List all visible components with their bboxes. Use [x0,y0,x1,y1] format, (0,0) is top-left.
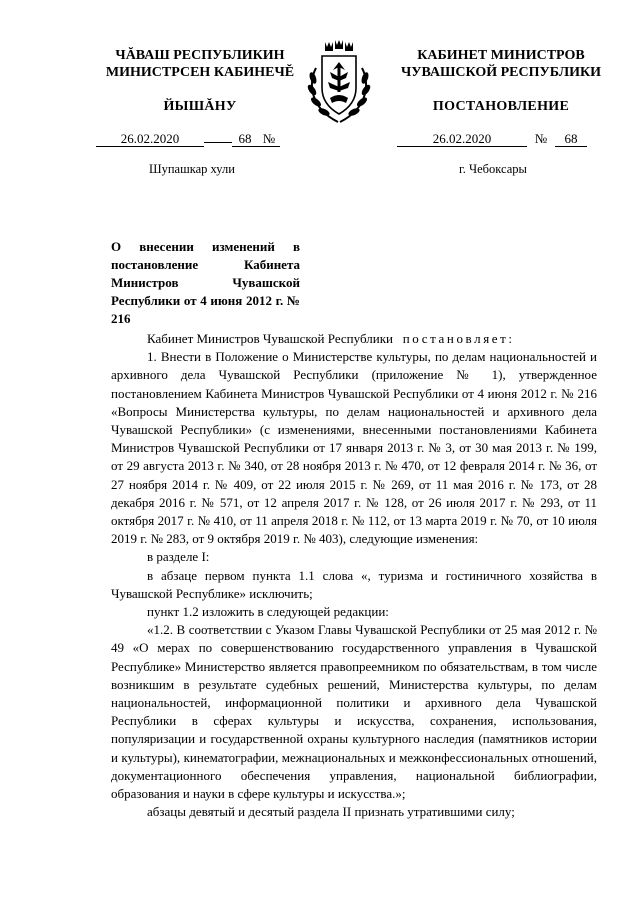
preamble-verb: постановляет: [402,331,515,346]
right-date: 26.02.2020 [397,131,527,147]
left-registration-line [96,131,280,147]
preamble-lead: Кабинет Министров Чувашской Республики [147,331,393,346]
right-registration-line [397,131,587,147]
right-org-line2: ЧУВАШСКОЙ РЕСПУБЛИКИ [400,65,602,80]
left-org-line2: МИНИСТРСЕН КАБИНЕЧĔ [105,65,295,80]
left-date: 26.02.2020 [96,131,204,147]
paragraph-5: «1.2. В соответствии с Указом Главы Чувашской Республики от 25 мая 2012 г. № 49 «О мерах по совершенствованию государственного управления в Чувашской Республике» Министерство является правопреемником по обязательствам, в том числе возникшим в результате судебных решений, Министерства культуры, по делам национальностей, информационной политики и архивного дела Чувашской Республики в сферах культуры и искусства, сохранения, использования, популяризации и государственной охраны культурного наследия (памятников истории и культуры), кинематографии, межнациональных и межконфессиональных отношений, документационного обеспечения управления, национальной библиографии, образования и науки в сфере культуры и искусства.»; [111,622,597,802]
right-number-sign: № [534,131,548,146]
right-number: 68 [555,131,587,147]
left-number: 68 [232,131,258,147]
left-city: Шупашкар хули [149,162,235,176]
chuvash-emblem-icon [300,38,378,128]
left-org-name [100,47,300,81]
document-title: О внесении изменений в постановление Кабинета Министров Чувашской Республики от 4 июня 2012 г. № 216 [111,239,300,326]
document-body [111,330,597,821]
left-doc-type: ЙЫШĂНУ [163,99,237,114]
left-number-sign: № [258,131,280,147]
left-org-line1: ЧĂВАШ РЕСПУБЛИКИН [115,48,285,63]
paragraph-6: абзацы девятый и десятый раздела II признать утратившими силу; [147,804,515,820]
right-org-name [382,47,620,81]
right-doc-type: ПОСТАНОВЛЕНИЕ [432,99,570,114]
paragraph-4: пункт 1.2 изложить в следующей редакции: [147,604,389,620]
paragraph-1: 1. Внести в Положение о Министерстве культуры, по делам национальностей и архивного дела Чувашской Республики (приложение № 1), утвержденное постановлением Кабинета Министров Чувашской Республики от 4 июня 2012 г. № 216 «Вопросы Министерства культуры, по делам национальностей и архивного дела Чувашской Республики» (с изменениями, внесенными постановлениями Кабинета Министров Чувашской Республики от 17 января 2013 г. № 3, от 30 мая 2013 г. № 199, от 29 августа 2013 г. № 340, от 28 ноября 2013 г. № 470, от 12 февраля 2014 г. № 36, от 27 ноября 2014 г. № 409, от 22 июля 2015 г. № 269, от 11 мая 2016 г. № 173, от 28 декабря 2016 г. № 571, от 12 апреля 2017 г. № 128, от 26 июля 2017 г. № 293, от 11 октября 2017 г. № 410, от 11 апреля 2018 г. № 112, от 13 марта 2019 г. № 70, от 10 июля 2019 г. № 283, от 9 октября 2019 г. № 403), следующие изменения: [111,349,597,547]
paragraph-3: в абзаце первом пункта 1.1 слова «, туризма и гостиничного хозяйства в Чувашской Республике» исключить; [111,567,597,601]
paragraph-2: в разделе I: [147,549,210,565]
preamble-paragraph [111,330,597,348]
right-org-line1: КАБИНЕТ МИНИСТРОВ [417,48,585,63]
right-city: г. Чебоксары [459,162,527,176]
